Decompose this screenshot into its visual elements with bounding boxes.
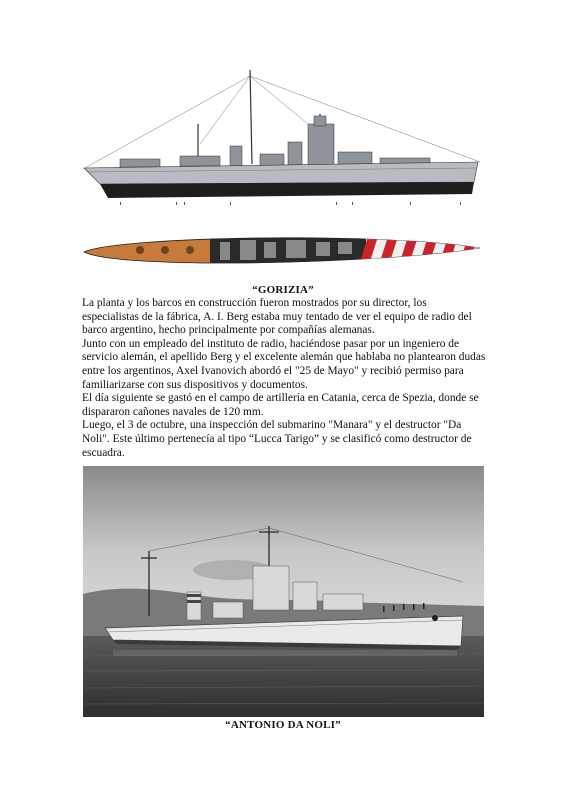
paragraph: Luego, el 3 de octubre, una inspección del submarino "Manara" y el destructor "Da Noli". Este último pertenecía al tipo “Lucca Tarigo” y se clasificó como destructor de escuadra. <box>82 419 472 459</box>
figure-caption-gorizia: “GORIZIA” <box>252 284 314 296</box>
cruiser-drawing <box>80 64 484 282</box>
paragraph: Junto con un empleado del instituto de radio, haciéndose pasar por un ingeniero de servicio alemán, el apellido Berg y el excelente alemán que hablaba no plantearon dudas entre los argentinos, Axel Ivanovich abordó el "25 de Mayo" y recibió permiso para familiarizarse con sus dispositivos y documentos. <box>82 337 486 391</box>
paragraph: El día siguiente se gastó en el campo de artillería en Catania, cerca de Spezia, donde se dispararon cañones navales de 120 mm. <box>82 392 479 418</box>
figure-caption-antonio-da-noli: “ANTONIO DA NOLI” <box>225 719 341 731</box>
body-text <box>82 297 486 460</box>
destroyer-photo <box>83 466 484 717</box>
paragraph: La planta y los barcos en construcción fueron mostrados por su director, los especialistas de la fábrica, A. I. Berg estaba muy tentado de ver el equipo de radio del barco argentino, hecho principalmente por compañías alemanas. <box>82 297 472 337</box>
